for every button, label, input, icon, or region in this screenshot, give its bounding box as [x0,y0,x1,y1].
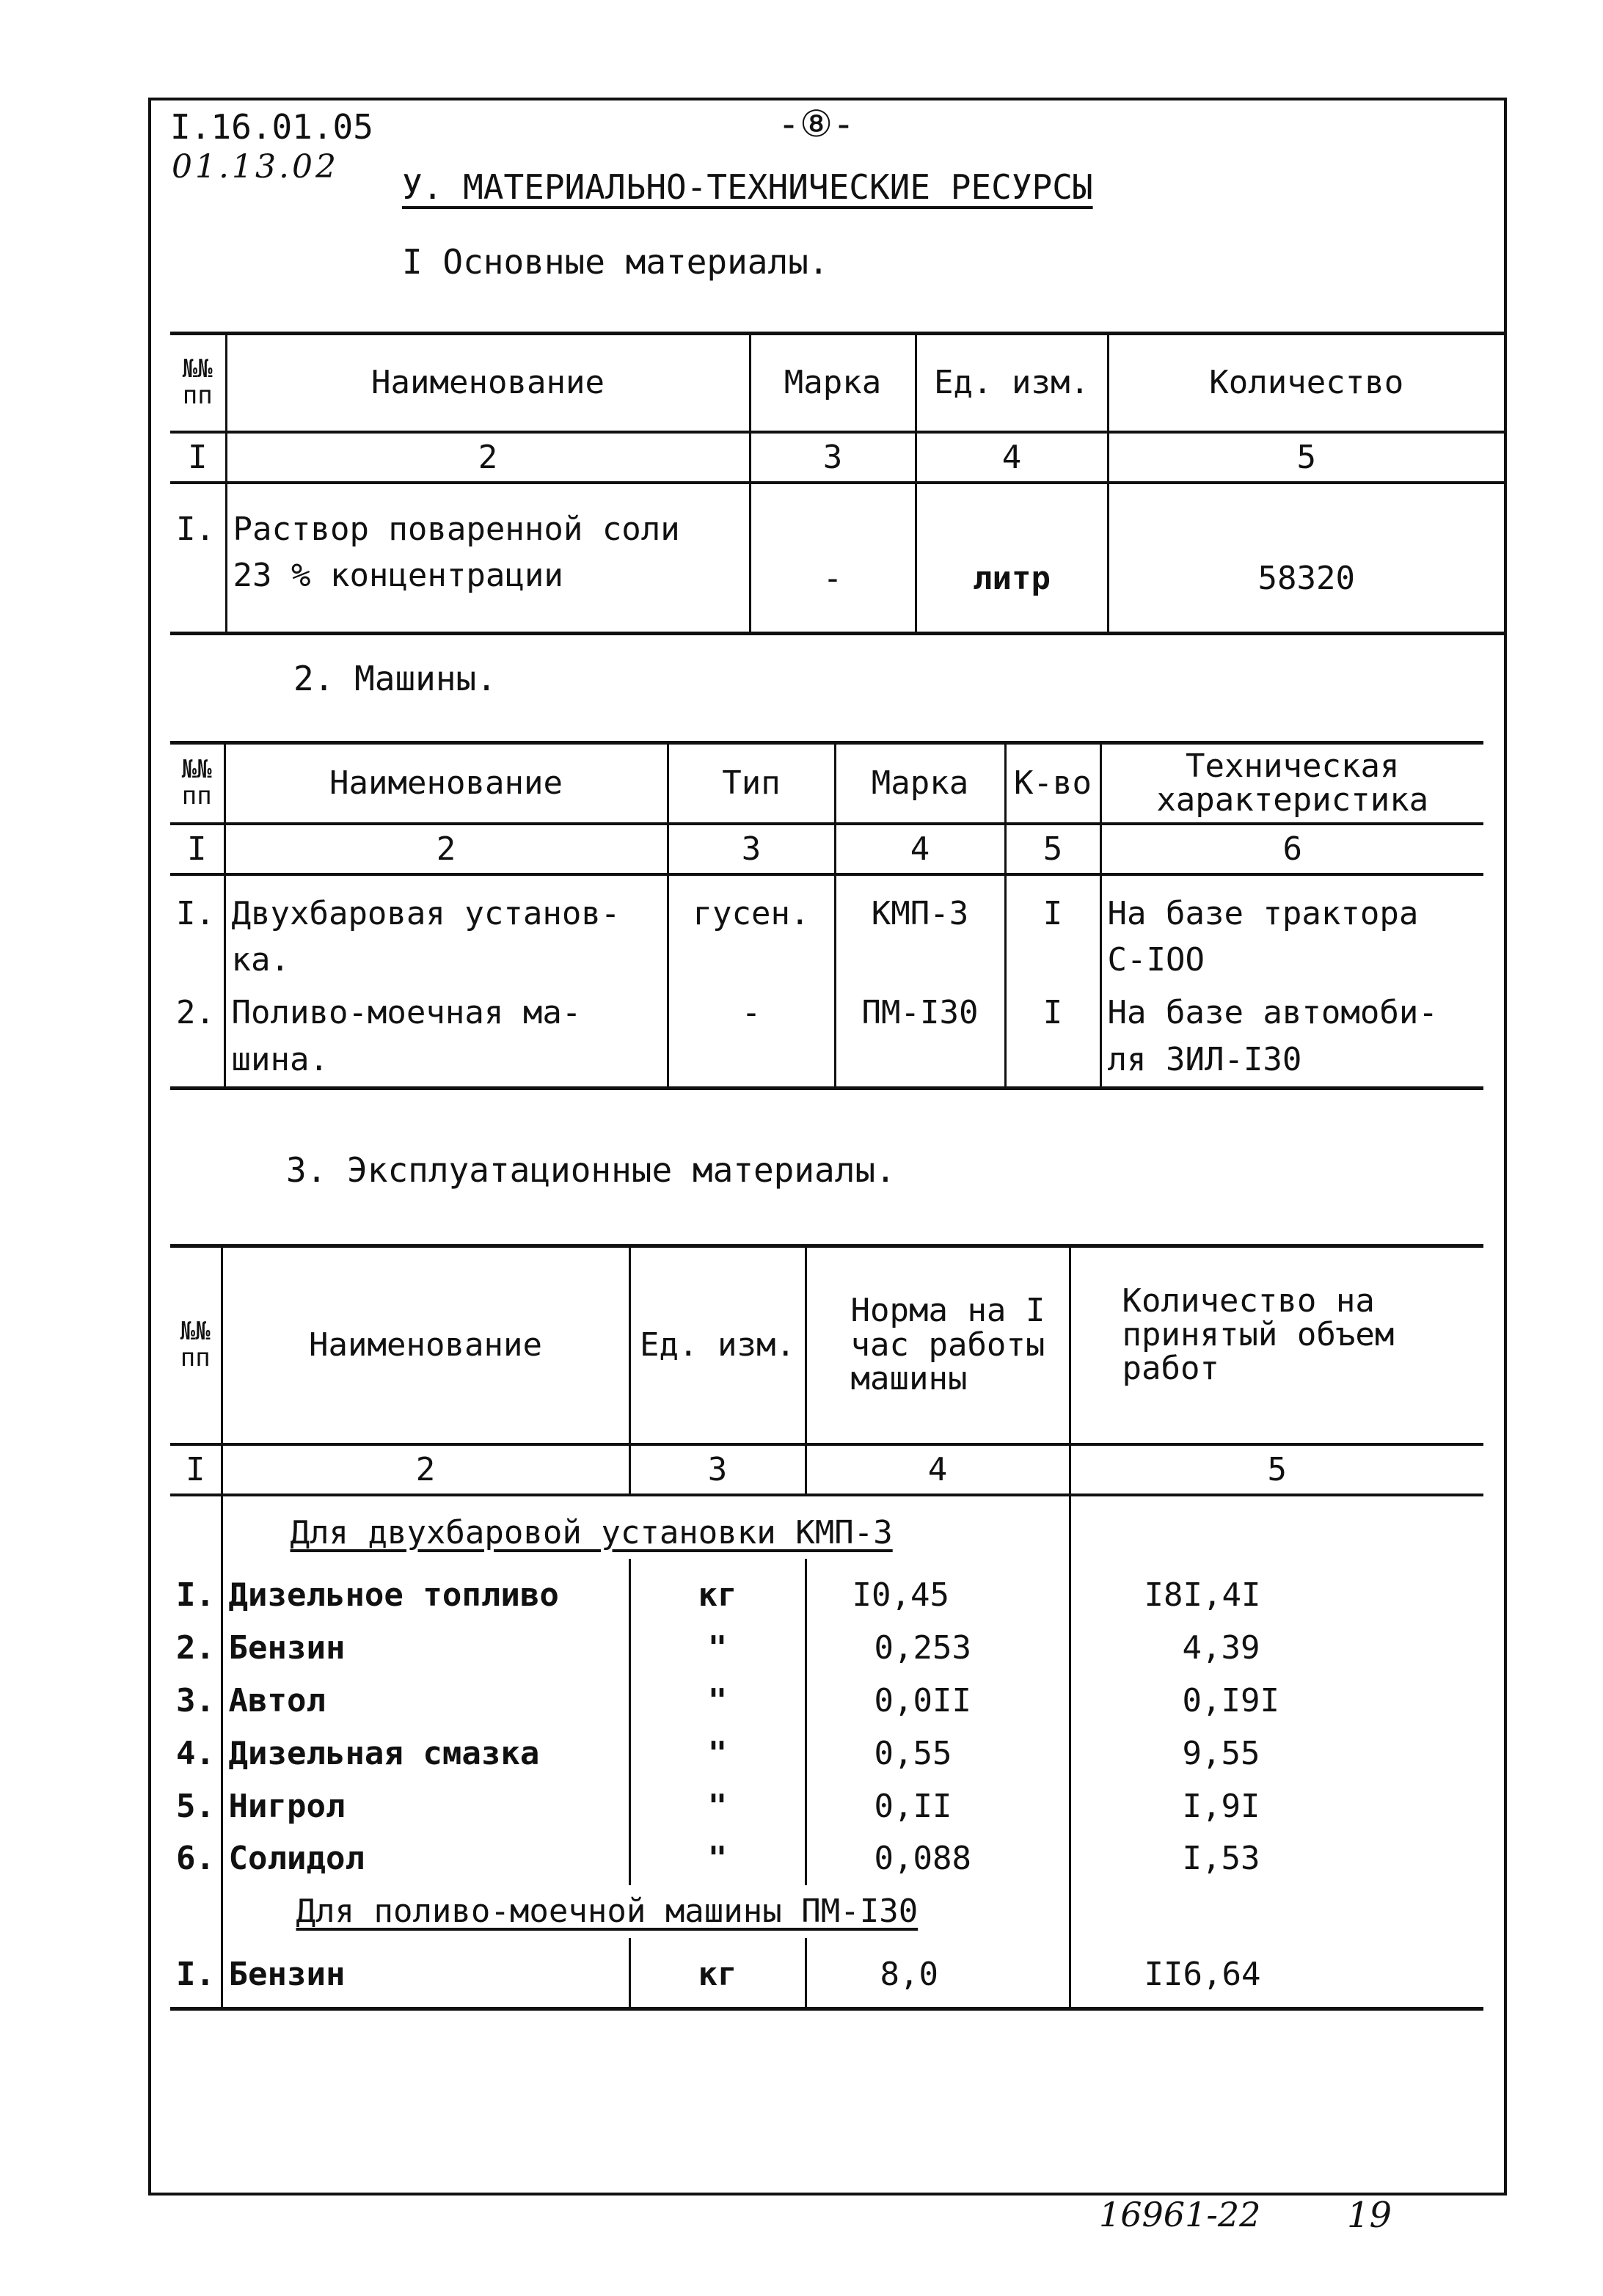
item-name: Нигрол [222,1780,629,1833]
column-number: 4 [806,1444,1070,1495]
table-row [170,987,1483,1088]
group-title-row [170,1885,1483,1938]
item-name: Автол [222,1675,629,1728]
header-cell: К-во [1005,743,1100,824]
item-unit: " [629,1780,806,1833]
machine-spec: На базе автомоби- ля ЗИЛ-I30 [1100,987,1483,1088]
item-unit: " [629,1728,806,1780]
column-number: 2 [226,432,750,483]
column-number: 3 [629,1444,806,1495]
item-unit: " [629,1832,806,1885]
material-unit: литр [916,483,1108,634]
table-row [170,1780,1483,1833]
material-marka: - [750,483,916,634]
document-code: I.16.01.05 [170,107,373,147]
header-cell: Марка [750,334,916,432]
item-qty: I,53 [1070,1832,1483,1885]
header-cell: Количество [1108,334,1504,432]
table-row [170,483,1504,634]
column-number: 3 [750,432,916,483]
empty-cell [1070,1885,1483,1938]
row-number: 6. [170,1832,222,1885]
table-header-row [170,743,1483,824]
header-cell: №№ пп [170,743,224,824]
header-cell: Наименование [226,334,750,432]
item-qty: 0,I9I [1070,1675,1483,1728]
column-number: 4 [835,824,1005,874]
section1-title: I Основные материалы. [402,242,829,282]
item-name: Бензин [222,1938,629,2008]
table-row [170,1675,1483,1728]
header-cell: Наименование [224,743,668,824]
table-row [170,1938,1483,2008]
group-title-row [170,1495,1483,1560]
sheet-code: 16961-22 [1099,2195,1261,2234]
column-number: I [170,824,224,874]
item-qty: II6,64 [1070,1938,1483,2008]
column-number: 2 [224,824,668,874]
section2-title: 2. Машины. [293,659,497,698]
item-unit: " [629,1622,806,1675]
row-number: I. [170,1938,222,2008]
item-qty: I8I,4I [1070,1559,1483,1622]
table-row [170,1728,1483,1780]
column-number: 2 [222,1444,629,1495]
column-number: 5 [1005,824,1100,874]
item-norm: I0,45 [806,1559,1070,1622]
column-number: 3 [668,824,835,874]
machine-count: I [1005,987,1100,1088]
row-number: 4. [170,1728,222,1780]
sheet-page: 19 [1347,2195,1392,2236]
machine-type: - [668,987,835,1088]
machine-type: гусен. [668,874,835,987]
machine-count: I [1005,874,1100,987]
column-number: I [170,1444,222,1495]
header-cell: Ед. изм. [916,334,1108,432]
item-qty: 9,55 [1070,1728,1483,1780]
table-row [170,1622,1483,1675]
item-qty: 4,39 [1070,1622,1483,1675]
column-number: 4 [916,432,1108,483]
row-number: 2. [170,987,224,1088]
header-cell: Норма на I час работы машины [806,1246,1070,1444]
item-name: Бензин [222,1622,629,1675]
item-norm: 0,088 [806,1832,1070,1885]
machine-marka: КМП-3 [835,874,1005,987]
row-number: I. [170,874,224,987]
table-header-row [170,334,1504,432]
machines-table [170,741,1483,1090]
item-qty: I,9I [1070,1780,1483,1833]
material-qty: 58320 [1108,483,1504,634]
column-number: 5 [1070,1444,1483,1495]
column-number: 6 [1100,824,1483,874]
item-name: Солидол [222,1832,629,1885]
item-norm: 0,253 [806,1622,1070,1675]
machine-spec: На базе трактора С-IOO [1100,874,1483,987]
row-number: I. [170,1559,222,1622]
header-cell: Тип [668,743,835,824]
page-number: -⑧- [778,103,855,145]
row-number: I. [170,483,226,634]
item-name: Дизельное топливо [222,1559,629,1622]
operating-materials-table [170,1244,1483,2011]
item-unit: кг [629,1938,806,2008]
row-number: 3. [170,1675,222,1728]
column-number-row [170,1444,1483,1495]
table-row [170,874,1483,987]
material-name: Раствор поваренной соли 23 % концентрации [226,483,750,634]
header-cell: Ед. изм. [629,1246,806,1444]
item-norm: 0,II [806,1780,1070,1833]
column-number: I [170,432,226,483]
column-number-row [170,432,1504,483]
row-number: 5. [170,1780,222,1833]
column-number-row [170,824,1483,874]
section3-title: 3. Эксплуатационные материалы. [286,1150,896,1190]
machine-name: Двухбаровая установ- ка. [224,874,668,987]
item-norm: 0,55 [806,1728,1070,1780]
section-title: У. МАТЕРИАЛЬНО-ТЕХНИЧЕСКИЕ РЕСУРСЫ [402,167,1093,207]
group-title: Для двухбаровой установки КМП-3 [222,1495,1070,1560]
header-cell: Техническая характеристика [1100,743,1483,824]
machine-name: Поливо-моечная ма- шина. [224,987,668,1088]
item-unit: кг [629,1559,806,1622]
table-row [170,1559,1483,1622]
item-norm: 0,0II [806,1675,1070,1728]
group-title: Для поливо-моечной машины ПМ-I30 [222,1885,1070,1938]
table-row [170,1832,1483,1885]
empty-cell [1070,1495,1483,1560]
machine-marka: ПМ-I30 [835,987,1005,1088]
materials-table [170,332,1504,635]
empty-cell [170,1885,222,1938]
table-header-row [170,1246,1483,1444]
header-cell: Наименование [222,1246,629,1444]
item-unit: " [629,1675,806,1728]
item-norm: 8,0 [806,1938,1070,2008]
column-number: 5 [1108,432,1504,483]
row-number: 2. [170,1622,222,1675]
header-cell: №№ пп [170,334,226,432]
header-cell: Количество на принятый объем работ [1070,1246,1483,1444]
empty-cell [170,1495,222,1560]
item-name: Дизельная смазка [222,1728,629,1780]
header-cell: Марка [835,743,1005,824]
header-cell: №№ пп [170,1246,222,1444]
handwritten-code: 01.13.02 [172,148,339,186]
